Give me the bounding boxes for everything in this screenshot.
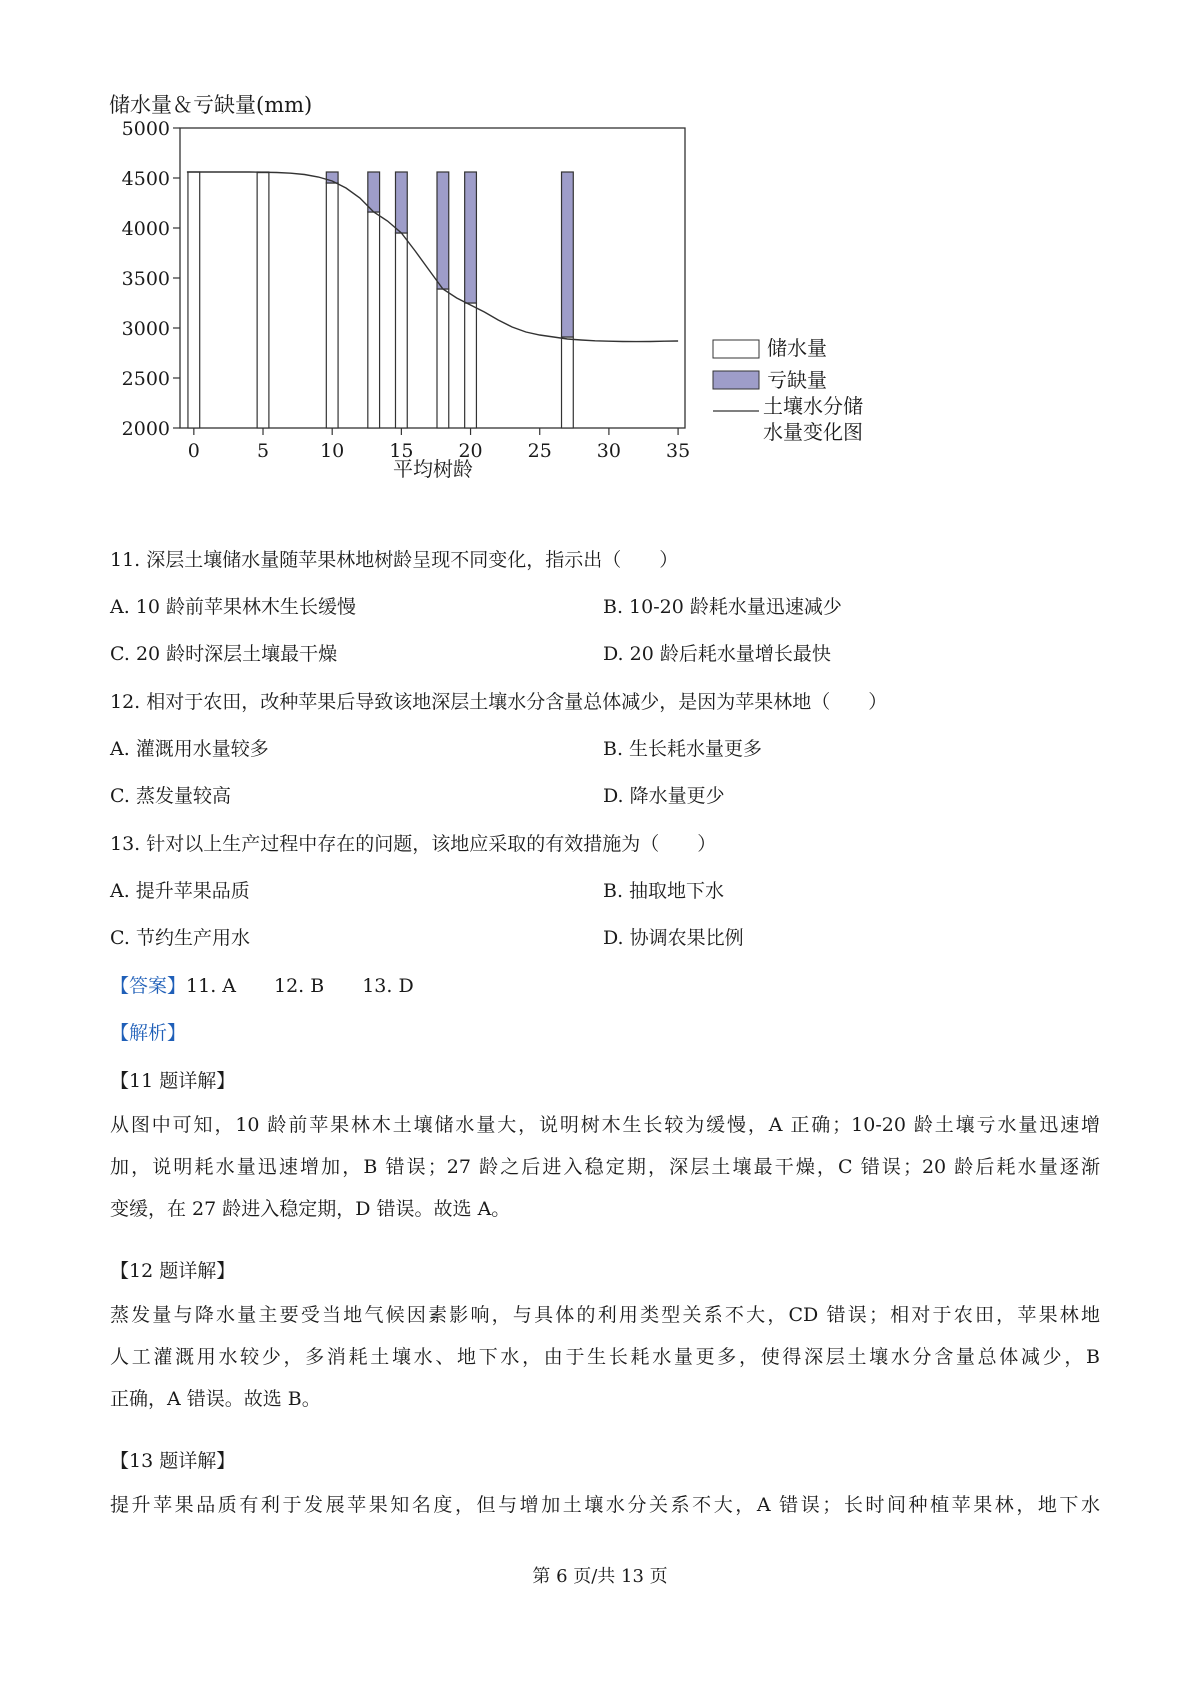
storage-bar [437,289,449,428]
question-12-option-b: B. 生长耗水量更多 [603,738,763,760]
detail-12-line-1: 蒸发量与降水量主要受当地气候因素影响，与具体的利用类型关系不大，CD 错误；相对于农田，苹果林地 [110,1304,1100,1326]
question-12-stem: 12. 相对于农田，改种苹果后导致该地深层土壤水分含量总体减少，是因为苹果林地（ ） [110,691,888,713]
y-tick-label: 3000 [121,318,170,340]
question-13-option-a: A. 提升苹果品质 [110,880,250,902]
storage-bar [257,173,269,429]
storage-bar [326,183,338,428]
question-11-option-b: B. 10-20 龄耗水量迅速减少 [603,596,842,618]
y-tick-label: 4000 [121,218,170,240]
storage-bar [188,172,200,428]
detail-11-line-1: 从图中可知，10 龄前苹果林木土壤储水量大，说明树木生长较为缓慢，A 正确；10-20 龄土壤亏水量迅速增 [110,1114,1100,1136]
answer-tag: 【答案】 [110,975,187,997]
analysis-tag: 【解析】 [110,1022,187,1044]
y-tick-label: 3500 [121,268,170,290]
question-11-option-a: A. 10 龄前苹果林木生长缓慢 [110,596,357,618]
detail-12-body [110,1294,1100,1420]
deficit-bar [368,172,380,212]
deficit-bar [437,172,449,289]
legend-label-storage: 储水量 [767,336,827,360]
x-tick-label: 20 [458,440,483,462]
question-13-option-d: D. 协调农果比例 [603,927,744,949]
y-tick-label: 4500 [121,168,170,190]
x-tick-label: 30 [596,440,621,462]
detail-11-heading: 【11 题详解】 [110,1070,236,1092]
x-tick-label: 5 [256,440,270,462]
y-tick-label: 2000 [121,418,170,440]
legend-label-curve-line1: 土壤水分储 [763,394,863,418]
detail-11-line-3: 变缓，在 27 龄进入稳定期，D 错误。故选 A。 [110,1198,511,1220]
question-13-option-b: B. 抽取地下水 [603,880,725,902]
legend [713,336,863,444]
x-tick-label: 10 [320,440,345,462]
detail-13-body [110,1484,1100,1526]
question-12-option-d: D. 降水量更少 [603,785,725,807]
question-12-option-c: C. 蒸发量较高 [110,785,231,807]
legend-label-curve-line2: 水量变化图 [763,420,863,444]
detail-13-line-1: 提升苹果品质有利于发展苹果知名度，但与增加土壤水分关系不大，A 错误；长时间种植苹果林，地下水 [110,1494,1100,1516]
x-tick-label: 0 [187,440,200,462]
y-axis-ticks [122,118,180,440]
y-tick-label: 2500 [121,368,170,390]
legend-label-deficit: 亏缺量 [767,368,827,392]
question-13-option-c: C. 节约生产用水 [110,927,250,949]
detail-13-heading: 【13 题详解】 [110,1450,236,1472]
storage-bar [465,303,477,428]
x-tick-label: 25 [527,440,552,462]
detail-12-line-3: 正确，A 错误。故选 B。 [110,1388,321,1410]
storage-bar [395,233,407,428]
soil-water-chart [95,90,975,520]
detail-11-line-2: 加，说明耗水量迅速增加，B 错误；27 龄之后进入稳定期，深层土壤最干燥，C 错误；20 龄后耗水量逐渐 [110,1156,1100,1178]
legend-swatch-storage [713,340,759,358]
question-11-option-c: C. 20 龄时深层土壤最干燥 [110,643,338,665]
x-tick-label: 35 [665,440,691,462]
bars [188,172,573,428]
legend-swatch-deficit [713,371,759,389]
y-tick-label: 5000 [121,118,170,140]
chart-xlabel: 平均树龄 [393,457,473,481]
x-tick-label: 15 [389,440,414,462]
storage-bar [562,337,574,428]
question-11-stem: 11. 深层土壤储水量随苹果林地树龄呈现不同变化，指示出（ ） [110,549,679,571]
answer-line [110,973,414,999]
chart-ylabel: 储水量＆亏缺量(mm) [109,93,313,117]
question-12-option-a: A. 灌溉用水量较多 [110,738,269,760]
detail-12-line-2: 人工灌溉用水较少，多消耗土壤水、地下水，由于生长耗水量更多，使得深层土壤水分含量总体减少，B [110,1346,1100,1368]
answer-text: 11. A 12. B 13. D [186,975,414,997]
storage-bar [368,212,380,428]
page-footer: 第 6 页/共 13 页 [532,1566,668,1587]
detail-12-heading: 【12 题详解】 [110,1260,236,1282]
plot-frame [180,128,685,428]
question-11-option-d: D. 20 龄后耗水量增长最快 [603,643,831,665]
deficit-bar [465,172,477,303]
detail-11-body [110,1104,1100,1230]
deficit-bar [562,172,574,337]
deficit-bar [395,172,407,233]
question-13-stem: 13. 针对以上生产过程中存在的问题，该地应采取的有效措施为（ ） [110,833,717,855]
